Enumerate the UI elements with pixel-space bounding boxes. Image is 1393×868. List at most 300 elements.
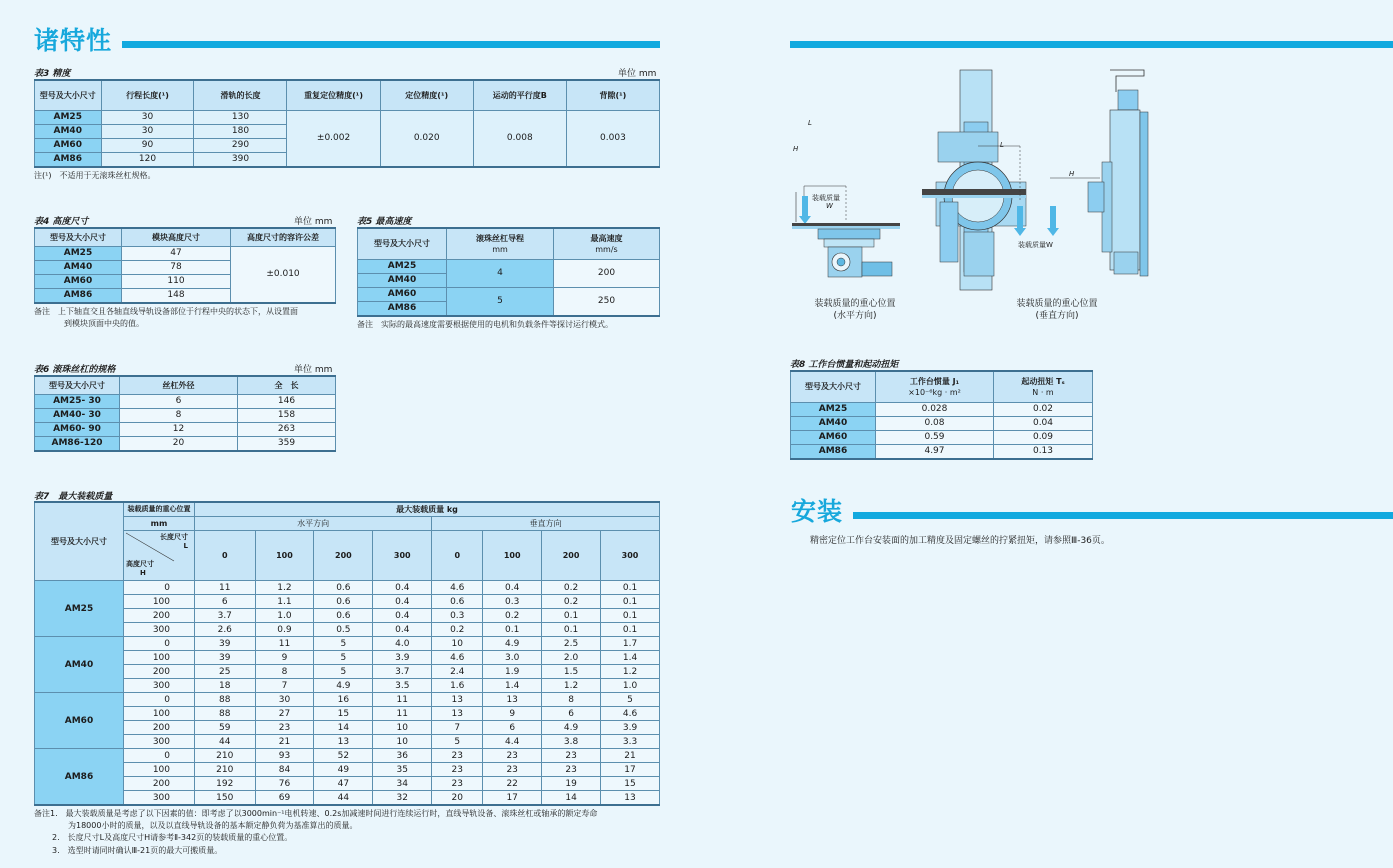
table7-note1b: 为18000小时的质量，以及以直线导轨设备的基本额定静负荷为基准算出的质量。 (68, 821, 358, 830)
t7-cell: 3.3 (601, 735, 660, 749)
t3-model: AM25 (35, 110, 102, 124)
t7-col: 0 (195, 531, 256, 581)
t7-cell: 0.6 (314, 581, 373, 595)
install-text: 精密定位工作台安装面的加工精度及固定螺丝的拧紧扭矩，请参照Ⅲ-36页。 (810, 536, 1110, 546)
fig-cap-h2: (水平方向) (833, 311, 877, 321)
t7-cell: 59 (195, 721, 256, 735)
t7-cell: 0.4 (373, 581, 432, 595)
t7-cell: 11 (373, 693, 432, 707)
t7-cell: 0.1 (542, 623, 601, 637)
t7-cell: 16 (314, 693, 373, 707)
t7-cell: 0.6 (314, 609, 373, 623)
t8-cell: 0.02 (994, 402, 1093, 416)
t8-h-torque-label: 起动扭矩 Tₛ (1021, 376, 1065, 386)
t3-parallel-value: 0.008 (473, 110, 566, 167)
t7-row (35, 679, 660, 693)
t8-model: AM25 (791, 402, 876, 416)
t7-h-len-label: 长度尺寸 (160, 533, 188, 541)
t7-cell: 1.4 (483, 679, 542, 693)
t7-cell: 23 (542, 749, 601, 763)
figure-horizontal (792, 186, 900, 277)
t7-height-value: 100 (124, 651, 195, 665)
t7-cell: 0.1 (601, 609, 660, 623)
t7-row (35, 749, 660, 763)
t7-cell: 49 (314, 763, 373, 777)
t7-cell: 39 (195, 651, 256, 665)
table7-note3: 3. 选型时请同时确认Ⅲ-21页的最大可搬质量。 (52, 846, 223, 855)
t5-h-speed-label: 最高速度 (590, 233, 623, 243)
table-max-speed (357, 227, 660, 317)
t7-cell: 5 (314, 637, 373, 651)
t7-row (35, 581, 660, 595)
table-inertia (790, 370, 1093, 460)
t3-repeat-value: ±0.002 (287, 110, 380, 167)
t7-cell: 23 (432, 763, 483, 777)
t6-cell: 20 (120, 436, 238, 451)
t7-cell: 4.6 (601, 707, 660, 721)
table3-caption: 表3 精度 (34, 69, 71, 79)
t5-h-lead (447, 228, 554, 259)
t7-cell: 39 (195, 637, 256, 651)
section-title-features: 诸特性 (34, 26, 113, 55)
t7-height-value: 100 (124, 595, 195, 609)
t7-row (35, 791, 660, 806)
install-rule (853, 512, 1393, 519)
table4-unit: 单位 mm (294, 217, 333, 227)
t7-model: AM60 (35, 693, 124, 749)
t7-cell: 3.5 (373, 679, 432, 693)
t7-row (35, 777, 660, 791)
t7-row (35, 693, 660, 707)
t7-cell: 14 (542, 791, 601, 806)
t7-height-value: 200 (124, 777, 195, 791)
t7-cell: 10 (373, 735, 432, 749)
t6-model: AM25- 30 (35, 394, 120, 408)
t7-cell: 27 (255, 707, 314, 721)
t7-cell: 0.1 (601, 595, 660, 609)
t6-cell: 6 (120, 394, 238, 408)
t7-cell: 4.9 (314, 679, 373, 693)
fig-label-W: W (826, 202, 833, 210)
t7-cell: 0.1 (483, 623, 542, 637)
t3-h-backlash: 背隙(¹) (566, 80, 659, 110)
t7-row (35, 721, 660, 735)
t4-cell: 78 (122, 260, 231, 274)
fig-cap-h1: 装载质量的重心位置 (814, 299, 896, 309)
t7-cell: 35 (373, 763, 432, 777)
t7-height-value: 0 (124, 693, 195, 707)
t7-cell: 2.6 (195, 623, 256, 637)
t7-col: 0 (432, 531, 483, 581)
t7-cell: 32 (373, 791, 432, 806)
t7-cell: 192 (195, 777, 256, 791)
t7-row (35, 735, 660, 749)
t3-cell: 120 (101, 152, 194, 167)
t7-col: 100 (483, 531, 542, 581)
t7-cell: 210 (195, 749, 256, 763)
t6-h-model: 型号及大小尺寸 (35, 376, 120, 394)
t7-cell: 5 (432, 735, 483, 749)
t7-cell: 0.2 (542, 595, 601, 609)
t7-cell: 0.4 (373, 595, 432, 609)
t7-row (35, 595, 660, 609)
t7-h-hgt (126, 560, 154, 578)
t7-cell: 47 (314, 777, 373, 791)
t7-model: AM86 (35, 749, 124, 806)
t7-cell: 10 (373, 721, 432, 735)
t7-h-model: 型号及大小尺寸 (35, 502, 124, 581)
t7-cell: 2.4 (432, 665, 483, 679)
table7-note2: 2. 长度尺寸L及高度尺寸H请参考Ⅱ-342页的装载质量的重心位置。 (52, 833, 293, 842)
title-rule-right (790, 41, 1393, 48)
t7-cell: 6 (542, 707, 601, 721)
t7-cell: 4.9 (483, 637, 542, 651)
t5-lead-value: 4 (447, 259, 554, 287)
t7-cell: 13 (432, 707, 483, 721)
t4-model: AM86 (35, 288, 122, 303)
table8-caption: 表8 工作台惯量和起动扭矩 (790, 360, 899, 370)
t8-model: AM86 (791, 444, 876, 459)
t7-cell: 52 (314, 749, 373, 763)
t7-body (35, 581, 660, 806)
t7-cell: 8 (255, 665, 314, 679)
t8-h-model: 型号及大小尺寸 (791, 371, 876, 402)
t7-cell: 11 (255, 637, 314, 651)
t5-h-lead-unit: mm (492, 244, 508, 254)
t4-cell: 148 (122, 288, 231, 303)
t7-cell: 17 (601, 763, 660, 777)
t5-model: AM40 (358, 273, 447, 287)
t7-cell: 7 (255, 679, 314, 693)
t5-h-speed (554, 228, 660, 259)
t3-h-parallel: 运动的平行度B (473, 80, 566, 110)
t7-cell: 0.6 (314, 595, 373, 609)
t7-row (35, 763, 660, 777)
figure-vertical-side (1047, 70, 1148, 276)
t8-cell: 0.04 (994, 416, 1093, 430)
t4-model: AM40 (35, 260, 122, 274)
t7-cell: 1.2 (255, 581, 314, 595)
t7-h-H: H (140, 569, 146, 577)
t5-model: AM86 (358, 301, 447, 316)
t3-cell: 390 (194, 152, 287, 167)
t5-speed-value: 250 (554, 287, 660, 316)
t5-speed-value: 200 (554, 259, 660, 287)
t4-h-model: 型号及大小尺寸 (35, 228, 122, 246)
t7-cell: 3.9 (601, 721, 660, 735)
t5-model: AM60 (358, 287, 447, 301)
t3-backlash-value: 0.003 (566, 110, 659, 167)
t7-cell: 88 (195, 707, 256, 721)
t7-col: 100 (255, 531, 314, 581)
t8-model: AM40 (791, 416, 876, 430)
t7-cell: 36 (373, 749, 432, 763)
t7-cell: 4.6 (432, 581, 483, 595)
t7-h-diag (124, 531, 195, 581)
t8-cell: 0.028 (876, 402, 994, 416)
t7-height-value: 0 (124, 637, 195, 651)
t7-row (35, 637, 660, 651)
t7-cell: 30 (255, 693, 314, 707)
t7-cell: 0.9 (255, 623, 314, 637)
t7-h-len (160, 533, 188, 551)
t7-model: AM25 (35, 581, 124, 637)
t8-cell: 0.08 (876, 416, 994, 430)
t7-height-value: 0 (124, 749, 195, 763)
t7-cell: 76 (255, 777, 314, 791)
t8-model: AM60 (791, 430, 876, 444)
t7-cell: 23 (542, 763, 601, 777)
t7-cell: 44 (314, 791, 373, 806)
t3-h-repeat: 重复定位精度(¹) (287, 80, 380, 110)
t7-h-hgt-label: 高度尺寸 (126, 560, 154, 568)
t7-model: AM40 (35, 637, 124, 693)
t3-h-model: 型号及大小尺寸 (35, 80, 102, 110)
t7-cell: 3.9 (373, 651, 432, 665)
t3-model: AM60 (35, 138, 102, 152)
t4-model: AM60 (35, 274, 122, 288)
t6-h-dia: 丝杠外径 (120, 376, 238, 394)
t7-cell: 2.5 (542, 637, 601, 651)
t3-h-rail: 滑轨的长度 (194, 80, 287, 110)
fig-caption-horizontal (795, 298, 915, 322)
t8-cell: 0.59 (876, 430, 994, 444)
fig-label-mass: 装载质量 (812, 194, 840, 202)
t7-cell: 0.1 (542, 609, 601, 623)
t7-col: 200 (542, 531, 601, 581)
t7-cell: 88 (195, 693, 256, 707)
t7-height-value: 300 (124, 735, 195, 749)
t6-model: AM60- 90 (35, 422, 120, 436)
t7-cell: 0.2 (542, 581, 601, 595)
t7-cell: 1.9 (483, 665, 542, 679)
t7-cell: 0.5 (314, 623, 373, 637)
t5-lead-value: 5 (447, 287, 554, 316)
t7-cell: 17 (483, 791, 542, 806)
t6-cell: 146 (238, 394, 336, 408)
t6-cell: 263 (238, 422, 336, 436)
t7-cell: 150 (195, 791, 256, 806)
t7-cell: 23 (255, 721, 314, 735)
t5-model: AM25 (358, 259, 447, 273)
fig-label-massW: 装载质量W (1018, 241, 1053, 249)
t7-cell: 34 (373, 777, 432, 791)
t3-cell: 30 (101, 124, 194, 138)
t6-model: AM86-120 (35, 436, 120, 451)
t4-h-tol: 高度尺寸的容许公差 (231, 228, 336, 246)
t7-cell: 15 (314, 707, 373, 721)
t7-cell: 0.3 (483, 595, 542, 609)
figure-vertical-front (922, 70, 1026, 290)
t3-h-position: 定位精度(¹) (380, 80, 473, 110)
t7-height-value: 100 (124, 707, 195, 721)
t7-cell: 23 (432, 749, 483, 763)
t7-cell: 13 (314, 735, 373, 749)
t3-cell: 30 (101, 110, 194, 124)
t7-row (35, 707, 660, 721)
t7-cell: 13 (432, 693, 483, 707)
t7-height-value: 200 (124, 665, 195, 679)
mechanical-figures (788, 62, 1168, 292)
t7-col: 300 (373, 531, 432, 581)
t7-cell: 210 (195, 763, 256, 777)
t7-cell: 14 (314, 721, 373, 735)
t7-cell: 3.7 (195, 609, 256, 623)
fig-label-L1: L (808, 119, 812, 127)
t7-h-max: 最大装载质量 kg (195, 502, 660, 517)
t7-cell: 6 (483, 721, 542, 735)
t7-cell: 1.5 (542, 665, 601, 679)
t7-height-value: 100 (124, 763, 195, 777)
t7-cell: 0.2 (483, 609, 542, 623)
t7-cell: 0.2 (432, 623, 483, 637)
t7-cell: 15 (601, 777, 660, 791)
t7-cell: 9 (255, 651, 314, 665)
t7-cell: 9 (483, 707, 542, 721)
t7-cell: 0.1 (601, 623, 660, 637)
t7-cell: 18 (195, 679, 256, 693)
t8-h-torque-unit: N · m (1032, 387, 1054, 397)
t7-cell: 7 (432, 721, 483, 735)
t3-cell: 130 (194, 110, 287, 124)
table7-caption: 表7 最大装载质量 (34, 492, 113, 502)
t7-cell: 3.7 (373, 665, 432, 679)
t8-cell: 0.13 (994, 444, 1093, 459)
fig-cap-v1: 装载质量的重心位置 (1016, 299, 1098, 309)
t7-cell: 0.4 (373, 623, 432, 637)
t8-h-torque (994, 371, 1093, 402)
t7-cell: 44 (195, 735, 256, 749)
t7-cell: 2.0 (542, 651, 601, 665)
t3-h-stroke: 行程长度(¹) (101, 80, 194, 110)
t7-cell: 23 (483, 763, 542, 777)
t6-model: AM40- 30 (35, 408, 120, 422)
t7-cell: 1.0 (255, 609, 314, 623)
t7-height-value: 200 (124, 609, 195, 623)
t7-cell: 13 (601, 791, 660, 806)
t7-h-L: L (183, 542, 188, 550)
t7-cell: 5 (314, 651, 373, 665)
fig-label-H2: H (1069, 170, 1075, 178)
t3-model: AM86 (35, 152, 102, 167)
table3-unit: 单位 mm (618, 69, 657, 79)
t5-h-lead-label: 滚珠丝杠导程 (476, 233, 524, 243)
table6-caption: 表6 滚珠丝杠的规格 (34, 365, 116, 375)
t7-cell: 10 (432, 637, 483, 651)
t7-row (35, 651, 660, 665)
t7-cell: 93 (255, 749, 314, 763)
t7-cell: 1.4 (601, 651, 660, 665)
t7-cell: 1.2 (601, 665, 660, 679)
t7-col: 200 (314, 531, 373, 581)
section-title-install: 安装 (791, 497, 844, 526)
t4-model: AM25 (35, 246, 122, 260)
t8-cell: 0.09 (994, 430, 1093, 444)
t7-cell: 4.4 (483, 735, 542, 749)
t5-h-model: 型号及大小尺寸 (358, 228, 447, 259)
t3-cell: 290 (194, 138, 287, 152)
table5-note: 备注 实际的最高速度需要根据使用的电机和负载条件等探讨运行模式。 (357, 320, 613, 329)
t8-h-inertia-label: 工作台惯量 J₁ (909, 376, 960, 386)
t7-cell: 25 (195, 665, 256, 679)
t4-cell: 47 (122, 246, 231, 260)
t7-cell: 3.8 (542, 735, 601, 749)
t7-cell: 0.4 (373, 609, 432, 623)
t7-cell: 21 (255, 735, 314, 749)
table4-caption: 表4 高度尺寸 (34, 217, 89, 227)
t7-row (35, 609, 660, 623)
t7-col: 300 (601, 531, 660, 581)
t4-tol-value: ±0.010 (231, 246, 336, 303)
t7-h-mm: mm (124, 517, 195, 531)
t7-h-cg: 装载质量的重心位置 (124, 502, 195, 517)
t7-cell: 5 (601, 693, 660, 707)
t7-cell: 1.0 (601, 679, 660, 693)
t7-cell: 0.6 (432, 595, 483, 609)
t4-h-height: 模块高度尺寸 (122, 228, 231, 246)
fig-label-H1: H (793, 145, 799, 153)
table-precision (34, 79, 660, 168)
t7-height-value: 200 (124, 721, 195, 735)
t7-cell: 8 (542, 693, 601, 707)
t3-cell: 90 (101, 138, 194, 152)
fig-cap-v2: (垂直方向) (1035, 311, 1079, 321)
t7-cell: 11 (195, 581, 256, 595)
t3-model: AM40 (35, 124, 102, 138)
t6-cell: 359 (238, 436, 336, 451)
t7-cell: 0.1 (601, 581, 660, 595)
table-max-load (34, 501, 660, 806)
t3-position-value: 0.020 (380, 110, 473, 167)
t7-h-horizontal: 水平方向 (195, 517, 432, 531)
t7-cell: 4.9 (542, 721, 601, 735)
t8-h-inertia (876, 371, 994, 402)
t7-height-value: 300 (124, 623, 195, 637)
table3-note: 注(¹) 不适用于无滚珠丝杠规格。 (34, 171, 156, 180)
t7-cell: 23 (483, 749, 542, 763)
t7-height-value: 300 (124, 791, 195, 806)
t6-h-length: 全 长 (238, 376, 336, 394)
t7-cell: 1.6 (432, 679, 483, 693)
t7-cell: 21 (601, 749, 660, 763)
table-height (34, 227, 336, 304)
t5-h-speed-unit: mm/s (595, 244, 618, 254)
table4-note2: 到模块顶面中央的值。 (64, 319, 144, 328)
table4-note1: 备注 上下轴直交且各轴直线导轨设备部位于行程中央的状态下，从设置面 (34, 307, 298, 316)
t7-cell: 19 (542, 777, 601, 791)
t7-cell: 5 (314, 665, 373, 679)
t7-cell: 0.4 (483, 581, 542, 595)
t6-cell: 8 (120, 408, 238, 422)
t8-cell: 4.97 (876, 444, 994, 459)
t3-cell: 180 (194, 124, 287, 138)
t7-cell: 69 (255, 791, 314, 806)
t7-cell: 3.0 (483, 651, 542, 665)
table5-caption: 表5 最高速度 (357, 217, 412, 227)
table7-note1: 备注1. 最大装载质量是考虑了以下因素的值：即考虑了以3000min⁻¹电机转速、0.2s加减速时间进行连续运行时，直线导轨设备、滚珠丝杠或轴承的额定寿命 (34, 809, 598, 818)
t7-cell: 0.3 (432, 609, 483, 623)
t7-cell: 11 (373, 707, 432, 721)
t7-cell: 84 (255, 763, 314, 777)
t7-height-value: 0 (124, 581, 195, 595)
fig-caption-vertical (997, 298, 1117, 322)
title-rule (122, 41, 660, 48)
t7-cell: 1.7 (601, 637, 660, 651)
t7-cell: 6 (195, 595, 256, 609)
t4-cell: 110 (122, 274, 231, 288)
t7-cell: 1.2 (542, 679, 601, 693)
t7-cell: 22 (483, 777, 542, 791)
